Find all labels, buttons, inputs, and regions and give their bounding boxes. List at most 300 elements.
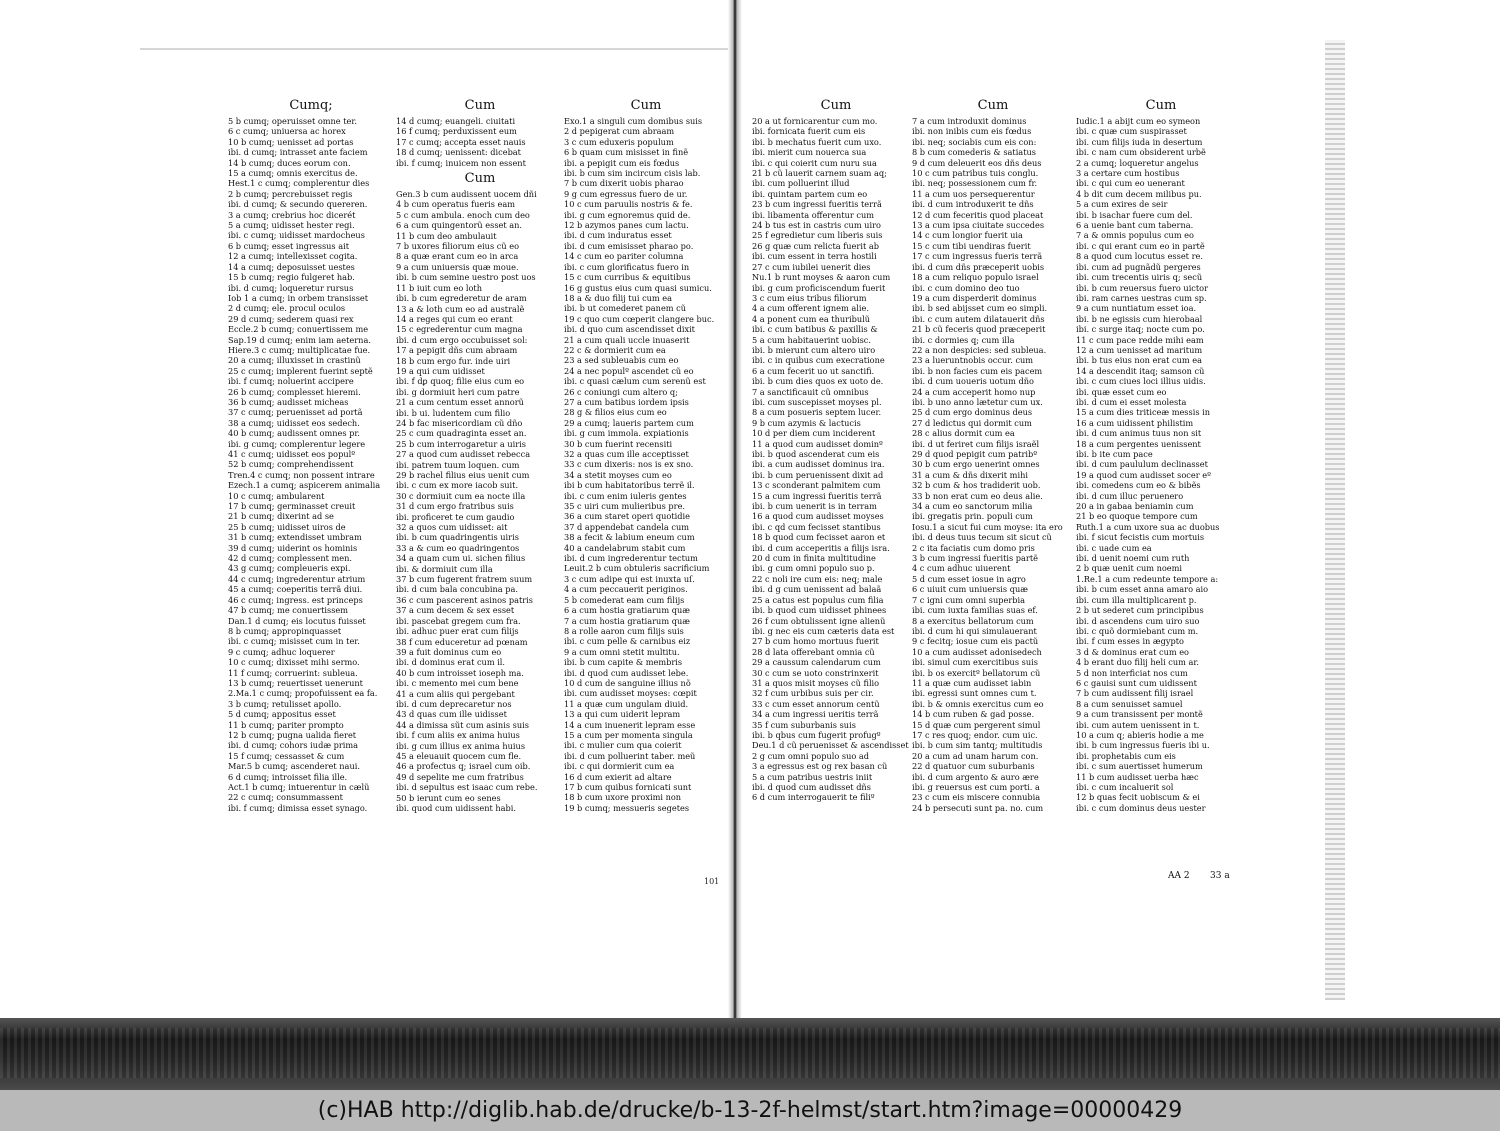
index-entry: ibi. d deus tuus tecum sit sicut cũ xyxy=(912,532,1052,543)
index-entry: 15 c cum curribus & equitibus xyxy=(564,272,691,283)
index-entry: 12 b quas fecit uobiscum & ei xyxy=(1076,792,1200,803)
index-entry: 6 d cumq; introisset filia ille. xyxy=(228,771,348,782)
index-entry: Hiere.3 c cumq; multiplicatae fue. xyxy=(228,344,371,355)
index-entry: 15 a cum dies triticeæ messis in xyxy=(1076,407,1211,418)
index-entry: 24 a nec populº ascendet cũ eo xyxy=(564,365,694,376)
index-entry: ibi. d cum emisisset pharao po. xyxy=(564,240,694,251)
index-entry: 40 b cum introisset ioseph ma. xyxy=(396,667,524,678)
index-entry: 20 a cum ad unam harum con. xyxy=(912,750,1039,761)
index-entry: ibi. d dominus erat cum il. xyxy=(396,657,506,668)
index-entry: 18 b cum ergo fur. inde uiri xyxy=(396,355,511,366)
index-entry: ibi. a cum audisset dominus ira. xyxy=(752,459,885,470)
index-entry: 3 c cum adipe qui est inuxta uſ. xyxy=(564,573,695,584)
index-entry: ibi. gregatis prin. populi cum xyxy=(912,511,1033,522)
index-entry: 23 a sed subleuabis cum eo xyxy=(564,355,679,366)
index-entry: 39 d cumq; uiderint os hominis xyxy=(228,542,358,553)
index-entry: ibi. b ui. ludentem cum filio xyxy=(396,407,511,418)
index-entry: 10 d per diem cum inciderent xyxy=(752,428,876,439)
index-entry: 2 a cumq; loqueretur angelus xyxy=(1076,157,1199,168)
index-entry: Sap.19 d cumq; enim iam aeterna. xyxy=(228,334,371,345)
index-entry: ibi. b cum uenerit is in terram xyxy=(752,501,877,512)
index-entry: 4 b cum operatus fueris eam xyxy=(396,199,516,210)
right-col-1 xyxy=(752,98,920,803)
index-entry: 31 a cum & dñs dixerit mihi xyxy=(912,469,1028,480)
index-entry: Iob 1 a cumq; in orbem transisset xyxy=(228,292,369,303)
index-entry: 14 c cum eo pariter columna xyxy=(564,251,684,262)
index-entry: ibi. b uno anno lætetur cum ux. xyxy=(912,396,1043,407)
index-entry: Dan.1 d cumq; eis locutus fuisset xyxy=(228,615,366,626)
index-entry: ibi. b isachar fuere cum del. xyxy=(1076,209,1193,220)
index-entry: ibi. g cum omni populo suo p. xyxy=(752,563,875,574)
index-entry: 15 b cumq; regio fulgeret hab. xyxy=(228,272,355,283)
index-entry: 12 a cumq; intellexisset cogita. xyxy=(228,251,358,262)
index-entry: 9 a cum transissent per montẽ xyxy=(1076,709,1203,720)
index-entry: 15 a cum ingressi fueritis terrã xyxy=(752,490,882,501)
index-entry: 22 d quatuor cum suburbanis xyxy=(912,761,1035,772)
index-entry: ibi. d cum paululum declinasset xyxy=(1076,459,1208,470)
index-entry: ibi. b cum ingressus fueris ibi u. xyxy=(1076,740,1210,751)
index-entry: ibi. f dꝑ quoq; filie eius cum eo xyxy=(396,376,525,387)
index-entry: 38 a cumq; uidisset eos sedech. xyxy=(228,417,360,428)
index-entry: ibi. d quod cum audisset dñs xyxy=(752,782,871,792)
index-entry: 45 a cumq; coeperitis terrã diui. xyxy=(228,584,363,595)
index-entry: 32 a quos cum uidisset: ait xyxy=(396,522,508,533)
index-entry: 20 d cum in finita multitudine xyxy=(752,553,876,564)
index-entry: ibi. cum polluerint illud xyxy=(752,178,850,189)
index-entry: ibi. adhuc puer erat cum filijs xyxy=(396,626,519,637)
index-entry: 9 b cum azymis & lactucis xyxy=(752,417,861,428)
index-entry: 11 b cum audisset uerba hæc xyxy=(1076,771,1199,782)
index-entry: 21 b cũ lauerit carnem suam aq; xyxy=(752,168,887,179)
index-entry: 9 c cumq; adhuc loquerer xyxy=(228,646,335,657)
index-entry: ibi. c mulier cum qua coierit xyxy=(564,740,682,751)
index-entry: 31 b cumq; extendisset umbram xyxy=(228,532,362,543)
index-entry: ibi. d cum ergo occubuisset sol: xyxy=(396,334,528,345)
index-entry: 6 d cum interrogauerit te filiº xyxy=(752,792,875,803)
index-entry: 15 c egrederentur cum magna xyxy=(396,324,523,335)
index-entry: ibi. c uade cum ea xyxy=(1076,542,1152,553)
index-entry: ibi. d cum dñs præceperit uobis xyxy=(912,261,1045,272)
copyright-caption: (c)HAB http://diglib.hab.de/drucke/b-13-2f-helmst/start.htm?image=00000429 xyxy=(0,1090,1500,1131)
index-lines xyxy=(564,116,728,813)
index-entry: 2 b cumq; percrebuisset regis xyxy=(228,188,353,199)
index-entry: ibi. c quasi cælum cum serenũ est xyxy=(564,376,706,387)
index-entry: ibi. d cum introduxerit te dñs xyxy=(912,199,1034,210)
index-entry: 3 a cumq; crebrius hoc dicerét xyxy=(228,209,356,220)
index-entry: Iosu.1 a sicut fui cum moyse: ita ero xyxy=(912,521,1063,532)
left-col-3 xyxy=(564,98,728,813)
index-entry: ibi. libamenta offerentur cum xyxy=(752,209,875,220)
index-entry: ibi. c cum pelle & carnibus eiz xyxy=(564,636,691,647)
index-entry: 25 c cumq; implerent fuerint septẽ xyxy=(228,365,373,376)
column-heading: Cum xyxy=(820,98,852,113)
index-entry: 13 b cumq; reuertisset uenerunt xyxy=(228,677,363,688)
index-entry: ibi. & dormiuit cum illa xyxy=(396,563,493,574)
index-entry: 18 d cumq; uenissent: dicebat xyxy=(396,147,521,158)
index-entry: 20 a ut fornicarentur cum mo. xyxy=(752,116,878,126)
index-entry: ibi. c cum glorificatus fuero in xyxy=(564,261,690,272)
column-subheading: Cum xyxy=(464,171,496,187)
index-entry: 6 b quam cum misisset in finẽ xyxy=(564,147,689,158)
index-entry: 21 a cum quali uccle inuaserit xyxy=(564,334,690,345)
index-entry: ibi. b cum esset anna amaro aio xyxy=(1076,584,1209,595)
index-entry: ibi. fornicata fuerit cum eis xyxy=(752,126,866,137)
index-entry: 9 a cum omni stetit multitu. xyxy=(564,646,680,657)
index-entry: 33 c cum esset annorum centũ xyxy=(752,698,880,709)
index-entry: ibi. d quod cum audisset lebe. xyxy=(564,667,689,678)
index-entry: 37 b cum fugerent fratrem suum xyxy=(396,574,533,585)
index-entry: 33 c cum dixeris: nos is ex sno. xyxy=(564,459,694,470)
index-entry: 21 a cum centum esset annorũ xyxy=(396,397,524,408)
index-entry: ibi. d cumq; & secundo quereren. xyxy=(228,199,368,210)
index-entry: 32 f cum urbibus suis per cir. xyxy=(752,688,874,699)
index-entry: 9 g cum egressus fuero de ur. xyxy=(564,188,688,199)
index-entry: Iudic.1 a abijt cum eo symeon xyxy=(1076,116,1201,126)
index-entry: ibi. comedens cum eo & bibẽs xyxy=(1076,480,1201,491)
index-entry: ibi. g cum immola. expiationis xyxy=(564,428,689,439)
index-entry: 18 a cum reliquo populo israel xyxy=(912,272,1039,283)
index-entry: 19 a quod cum audisset socer eº xyxy=(1076,469,1211,480)
index-entry: 5 a cumq; uidisset hester regi. xyxy=(228,220,355,231)
index-entry: 25 c cum quadraginta esset an. xyxy=(396,428,527,439)
index-entry: ibi. cum iuxta familias suas ef. xyxy=(912,605,1038,616)
index-entry: 30 b cum fuerint recensiti xyxy=(564,438,673,449)
index-entry: 17 b cum quibus fornicati sunt xyxy=(564,782,692,792)
index-entry: 23 b cum ingressi fueritis terrã xyxy=(752,199,882,210)
index-entry: ibi. c in quibus cum execratione xyxy=(752,355,885,366)
index-entry: 36 b cumq; audisset micheas xyxy=(228,396,349,407)
index-entry: ibi. c nam cum obsiderent urbẽ xyxy=(1076,147,1206,158)
index-entry: ibi. cum suscepisset moyses pl. xyxy=(752,396,882,407)
index-entry: ibi. c cum ciues loci illius uidis. xyxy=(1076,376,1206,387)
index-entry: 1.Re.1 a cum redeunte tempore a: xyxy=(1076,573,1219,584)
index-entry: 47 b cumq; me conuertissem xyxy=(228,605,349,616)
index-entry: ibi. b cum dies quos ex uoto de. xyxy=(752,376,884,387)
index-entry: ibi. c cum domino deo tuo xyxy=(912,282,1020,293)
index-entry: 38 a fecit & labium eneum cum xyxy=(564,532,695,543)
index-entry: ibi. c qui coierit cum nuru sua xyxy=(752,157,877,168)
index-entry: 6 a cum hostia gratiarum quæ xyxy=(564,605,690,616)
index-entry: 14 b cumq; duces eorum con. xyxy=(228,157,351,168)
index-entry: 6 a cum quingentorũ esset an. xyxy=(396,220,523,231)
index-entry: 2 c ita faciatis cum domo pris xyxy=(912,542,1035,553)
index-entry: 27 b cum homo mortuus fuerit xyxy=(752,636,879,647)
index-entry: ibi. b cum sim incircum cisis lab. xyxy=(564,168,701,179)
index-entry: ibi. b cum quadringentis uiris xyxy=(396,532,519,543)
index-entry: 34 a cum eo sanctorum milia xyxy=(912,501,1033,512)
right-col-2 xyxy=(912,98,1074,813)
right-page-fore-edge xyxy=(1325,40,1345,1000)
index-entry: 15 a cum per momenta singula xyxy=(564,729,693,740)
index-entry: 24 b tus est in castris cum uiro xyxy=(752,220,881,231)
index-entry: ibi. prophetabis cum eis xyxy=(1076,750,1176,761)
index-entry: 25 d cum ergo dominus deus xyxy=(912,407,1033,418)
index-entry: 25 b cum interrogaretur a uiris xyxy=(396,438,526,449)
index-entry: 22 c & dormierit cum ea xyxy=(564,344,666,355)
index-entry: 29 b rachel filius eius uenit cum xyxy=(396,470,530,480)
index-entry: 8 a rolle aaron cum filijs suis xyxy=(564,625,684,636)
index-entry: ibi. d cum bala concubina pa. xyxy=(396,584,518,595)
index-entry: ibi. c cumq; misisset cum in ter. xyxy=(228,636,360,647)
index-entry: 8 b cum comederis & satiatus xyxy=(912,147,1036,158)
index-entry: ibi. d cum polluerint taber. meũ xyxy=(564,750,696,761)
index-entry: 5 b comederat eam cum filijs xyxy=(564,594,685,605)
index-entry: ibi. b cum peruenissent dixit ad xyxy=(752,469,884,480)
index-entry: ibi. b cum egrederetur de aram xyxy=(396,293,527,304)
index-entry: 11 a cum uos persequerentur xyxy=(912,188,1035,199)
index-entry: 22 a non despicies: sed subleua. xyxy=(912,344,1047,355)
index-entry: 13 a & loth cum eo ad australẽ xyxy=(396,303,525,314)
index-entry: ibi. d g cum uenissent ad balaã xyxy=(752,584,882,595)
index-entry: ibi. g dormiuit heri cum patre xyxy=(396,386,520,397)
index-entry: 8 a quæ erant cum eo in arca xyxy=(396,251,519,262)
index-entry: ibi. b cum capite & membris xyxy=(564,657,683,668)
index-entry: 10 c cumq; ambularent xyxy=(228,490,325,501)
index-entry: ibi. g nec eis cum cæteris data est xyxy=(752,625,895,636)
index-entry: 16 d cum exierit ad altare xyxy=(564,771,672,782)
index-entry: Act.1 b cumq; intuerentur in cælũ xyxy=(228,782,370,792)
signature-mark: AA 2 xyxy=(1168,871,1190,881)
index-entry: 37 c cumq; peruenisset ad portã xyxy=(228,407,363,418)
index-entry: ibi. c memento mei cum bene xyxy=(396,678,519,689)
index-entry: 14 b cum ruben & gad posse. xyxy=(912,709,1035,720)
index-entry: 8 a cum senuisset samuel xyxy=(1076,698,1183,709)
index-entry: Deu.1 d cũ peruenisset & ascendisset xyxy=(752,740,909,751)
index-entry: 8 a cum posueris septem lucer. xyxy=(752,407,882,418)
index-entry: 19 b cumq; messueris segetes xyxy=(564,802,690,813)
left-page xyxy=(228,98,728,918)
index-entry: 6 c gauisi sunt cum uidissent xyxy=(1076,677,1197,688)
index-entry: 11 a quod cum audisset dominº xyxy=(752,438,883,449)
index-entry: 41 c cumq; uidisset eos populº xyxy=(228,449,356,459)
index-entry: 2 b ut sederet cum principibus xyxy=(1076,605,1204,616)
index-entry: ibi. d cum illuc peruenero xyxy=(1076,490,1184,501)
index-entry: ibi. a pepigit cum eis fœdus xyxy=(564,157,680,168)
index-entry: Mar.5 b cumq; ascenderet naui. xyxy=(228,761,360,772)
index-entry: 31 a quos misit moyses cũ filio xyxy=(752,677,880,688)
index-entry: ibi. b cum semine uestro post uos xyxy=(396,272,536,283)
index-lines xyxy=(1076,116,1246,813)
index-entry: 23 c cum eis miscere connubia xyxy=(912,792,1041,803)
index-lines xyxy=(912,116,1074,813)
index-entry: 29 a cumq; laueris partem cum xyxy=(564,417,694,428)
index-entry: 26 f cum obtulissent igne alienũ xyxy=(752,615,886,626)
index-entry: 41 a cum aliis qui pergebant xyxy=(396,688,515,699)
folio-number: 101 xyxy=(704,877,720,886)
index-entry: 20 a cumq; illuxisset in crastinũ xyxy=(228,355,361,366)
book-gutter xyxy=(728,0,742,1030)
index-entry: 22 c noli ire cum eis: neq; male xyxy=(752,573,883,584)
index-entry: ibi b cum habitatoribus terrẽ il. xyxy=(564,480,695,491)
index-entry: 9 c fecitq; iosue cum eis pactũ xyxy=(912,636,1039,647)
index-entry: 19 c quo cum cœperit clangere buc. xyxy=(564,313,715,324)
index-entry: ibi. d cumq; intrasset ante faciem xyxy=(228,147,368,158)
index-entry: ibi. b tus eius non erat cum ea xyxy=(1076,355,1202,366)
index-entry: ibi. d ut feriret cum filijs israẽl xyxy=(912,438,1040,449)
index-entry: 34 a stetit moyses cum eo xyxy=(564,469,672,480)
index-entry: Ruth.1 a cum uxore sua ac duobus xyxy=(1076,521,1220,532)
index-entry: ibi. pascebat gregem cum fra. xyxy=(396,615,521,626)
index-entry: ibi. mierit cum nouerca sua xyxy=(752,147,867,158)
index-entry: ibi. d ascendens cum uiro suo xyxy=(1076,615,1200,626)
index-entry: ibi. cum trecentis uiris q; secũ xyxy=(1076,272,1203,283)
index-entry: ibi. simul cum exercitibus suis xyxy=(912,657,1038,668)
index-entry: 27 d ledictus qui dormit cum xyxy=(912,417,1032,428)
index-entry: ibi. d cum induratus esset xyxy=(564,230,672,241)
index-entry: ibi. patrem tuum loquen. cum xyxy=(396,459,520,470)
index-entry: 43 d quas cum ille uidisset xyxy=(396,709,507,720)
index-lines xyxy=(396,189,564,813)
index-entry: 17 a pepigit dñs cum abraam xyxy=(396,345,518,356)
index-entry: 2 d pepigerat cum abraam xyxy=(564,126,675,137)
index-entry: ibi. d sepultus est isaac cum rebe. xyxy=(396,782,538,793)
index-entry: ibi. b cum sim tantq; multitudis xyxy=(912,740,1043,751)
index-entry: 32 b cum & hos tradiderit uob. xyxy=(912,480,1041,491)
index-entry: 6 b cumq; esset ingressus ait xyxy=(228,240,350,251)
index-entry: ibi. egressi sunt omnes cum t. xyxy=(912,688,1037,699)
index-entry: 5 c cum ambula. enoch cum deo xyxy=(396,209,530,220)
index-entry: 18 a cum pergentes uenissent xyxy=(1076,438,1201,449)
index-entry: 4 a cum peccauerit periginos. xyxy=(564,584,688,595)
index-entry: ibi. c dormies q; cum illa xyxy=(912,334,1015,345)
index-entry: ibi. cum ad pugnãdũ pergeres xyxy=(1076,261,1201,272)
index-entry: 7 b cum audissent filij israel xyxy=(1076,688,1194,699)
index-entry: ibi. c qui cum eo uenerant xyxy=(1076,178,1185,189)
index-entry: 29 d quod pepigit cum patribº xyxy=(912,449,1038,459)
index-entry: 16 f cumq; perduxissent eum xyxy=(396,126,517,137)
index-entry: 35 f cum suburbanis suis xyxy=(752,719,856,730)
index-entry: 30 b cum ergo uenerint omnes xyxy=(912,459,1040,470)
index-entry: ibi. d cum deprecaretur nos xyxy=(396,698,512,709)
index-entry: 6 c cumq; uniuersa ac horex xyxy=(228,126,346,137)
index-entry: 19 a cum disperderit dominus xyxy=(912,292,1037,303)
index-entry: ibi. d cumq; cohors iudæ prima xyxy=(228,740,359,751)
index-entry: 8 a quod cum locutus esset re. xyxy=(1076,251,1203,262)
index-entry: 5 a cum patribus uestris iniit xyxy=(752,771,873,782)
index-entry: 28 d lata offerebant omnia cũ xyxy=(752,646,875,657)
index-entry: ibi. d quo cum ascendisset dixit xyxy=(564,324,695,335)
index-entry: 52 b cumq; comprehendissent xyxy=(228,459,354,470)
index-entry: 7 a cum hostia gratiarum quæ xyxy=(564,615,690,626)
index-entry: ibi. b sed abijsset cum eo simpli. xyxy=(912,303,1048,314)
index-entry: 10 b cumq; uenisset ad portas xyxy=(228,136,354,147)
index-entry: 28 c alius dormit cum ea xyxy=(912,428,1015,439)
index-entry: ibi. d cum acceperitis a filijs isra. xyxy=(752,542,890,553)
index-entry: 10 c cum paruulis nostris & fe. xyxy=(564,199,693,210)
index-entry: ibi. c sum auertisset humerum xyxy=(1076,761,1203,772)
index-entry: 9 d cum deleuerit eos dñs deus xyxy=(912,157,1042,168)
index-entry: ibi. b non facies cum eis pacem xyxy=(912,365,1043,376)
index-entry: ibi. b ut comederet panem cũ xyxy=(564,303,687,314)
index-entry: 21 b cũ feceris quod præceperit xyxy=(912,324,1046,335)
index-entry: ibi. d cum hi qui simulauerant xyxy=(912,625,1037,636)
index-entry: ibi. c quæ cum suspirasset xyxy=(1076,126,1187,137)
index-entry: ibi. proficeret te cum gaudio xyxy=(396,511,515,522)
index-entry: 7 a cum introduxit dominus xyxy=(912,116,1027,126)
index-entry: ibi. b mierunt cum altero uiro xyxy=(752,344,876,355)
index-entry: 30 c dormiuit cum ea nocte illa xyxy=(396,490,526,501)
index-entry: 35 c uiri cum mulieribus pre. xyxy=(564,501,686,512)
index-entry: ibi. non inibis cum eis fœdus xyxy=(912,126,1032,137)
index-entry: ibi. g cumq; complerentur legere xyxy=(228,438,366,449)
index-lines xyxy=(228,116,394,813)
index-entry: 24 b fac misericordiam cũ dño xyxy=(396,417,523,428)
index-entry: 7 c igni cum omni superbia xyxy=(912,594,1025,605)
index-entry: ibi. c cumq; uidisset mardocheus xyxy=(228,230,365,241)
index-entry: 38 f cum educeretur ad pœnam xyxy=(396,636,528,647)
index-entry: 3 c cum eduxeris populum xyxy=(564,136,674,147)
index-entry: 14 a reges qui cum eo erant xyxy=(396,313,513,324)
index-entry: ibi. b ne egissis cum hierobaal xyxy=(1076,313,1203,324)
column-heading: Cum xyxy=(630,98,662,113)
index-entry: Leuit.2 b cum obtuleris sacrificium xyxy=(564,563,710,574)
index-entry: 22 c cumq; consummassent xyxy=(228,792,343,803)
column-heading: Cum xyxy=(464,98,496,113)
index-entry: ibi. c cum ex more iacob suit. xyxy=(396,480,519,491)
index-entry: ibi. quæ esset cum eo xyxy=(1076,386,1167,397)
index-entry: 34 a quam cum ui. sichen filius xyxy=(396,553,526,564)
index-entry: 4 a ponent cum ea thuribulũ xyxy=(752,313,871,324)
index-entry: ibi. d cumq; loqueretur rursus xyxy=(228,282,354,293)
index-entry: ibi. g cum illius ex anima huius xyxy=(396,740,526,751)
index-entry: 24 a cum acceperit homo nup xyxy=(912,386,1036,397)
index-entry: 11 a quæ cum ungulam diuid. xyxy=(564,698,689,709)
index-entry: ibi. c surge itaq; nocte cum po. xyxy=(1076,324,1205,335)
index-entry: 44 a dimissa sũt cum asinis suis xyxy=(396,719,529,730)
index-entry: ibi. b qbus cum fugerit profugº xyxy=(752,729,881,740)
index-entry: ibi. f cumq; dimissa esset synago. xyxy=(228,802,368,813)
index-entry: 16 a cum uidissent philistim xyxy=(1076,417,1194,428)
index-entry: 18 b cum uxore proximi non xyxy=(564,792,682,803)
right-col-3 xyxy=(1076,98,1246,813)
index-entry: 37 a cum decem & sex esset xyxy=(396,605,515,616)
signature-sub-mark: 33 a xyxy=(1210,871,1230,881)
index-entry: ibi. c qd cum fecisset stantibus xyxy=(752,521,881,532)
index-entry: ibi. cum filijs iuda in desertum xyxy=(1076,136,1203,147)
index-entry: 32 a quas cum ille acceptisset xyxy=(564,449,689,459)
index-entry: 17 c cumq; accepta esset nauis xyxy=(396,136,526,147)
index-entry: 5 a cum habitauerint uobisc. xyxy=(752,334,871,345)
index-entry: 11 a quæ cum audisset iabin xyxy=(912,677,1032,688)
index-entry: 13 c sconderant palmitem cum xyxy=(752,480,881,491)
index-entry: 14 a descendit itaq; samson cũ xyxy=(1076,365,1205,376)
index-entry: ibi. c qui dormierit cum ea xyxy=(564,761,675,772)
index-entry: 49 d sepelite me cum fratribus xyxy=(396,771,524,782)
index-entry: 5 a cum exires de seir xyxy=(1076,199,1168,210)
index-entry: 9 a cum uniuersis quæ moue. xyxy=(396,261,519,272)
index-entry: 40 b cumq; audissent omnes pr. xyxy=(228,428,360,439)
index-entry: 39 a fuit dominus cum eo xyxy=(396,646,502,657)
index-entry: 30 c cum se uoto constrinxerit xyxy=(752,667,879,678)
index-entry: ibi. f cumq; inuicem non essent xyxy=(396,157,526,168)
index-entry: 36 c cum pascerent asinos patris xyxy=(396,594,533,605)
index-entry: 5 b cumq; operuisset omne ter. xyxy=(228,116,358,126)
index-entry: 7 b uxores filiorum eius cũ eo xyxy=(396,241,519,252)
index-entry: Hest.1 c cumq; complerentur dies xyxy=(228,178,370,189)
index-entry: ibi. quintam partem cum eo xyxy=(752,188,868,199)
index-entry: 11 c cum pace redde mihi eam xyxy=(1076,334,1204,345)
index-entry: 37 d appendebat candela cum xyxy=(564,521,689,532)
left-col-2 xyxy=(396,98,564,813)
index-entry: ibi. b quod ascenderat cum eis xyxy=(752,449,880,459)
index-entry: 3 a certare cum hostibus xyxy=(1076,168,1180,179)
index-entry: 24 b persecuti sunt pa. no. cum xyxy=(912,802,1044,813)
index-entry: 3 a egressus est og rex basan cũ xyxy=(752,761,888,772)
index-entry: 29 d cumq; sederem quasi rex xyxy=(228,313,354,324)
index-entry: ibi. d cum ei esset molesta xyxy=(1076,396,1187,407)
index-entry: 16 a quod cum audisset moyses xyxy=(752,511,884,522)
index-entry: ibi. f sicut fecistis cum mortuis xyxy=(1076,532,1205,543)
